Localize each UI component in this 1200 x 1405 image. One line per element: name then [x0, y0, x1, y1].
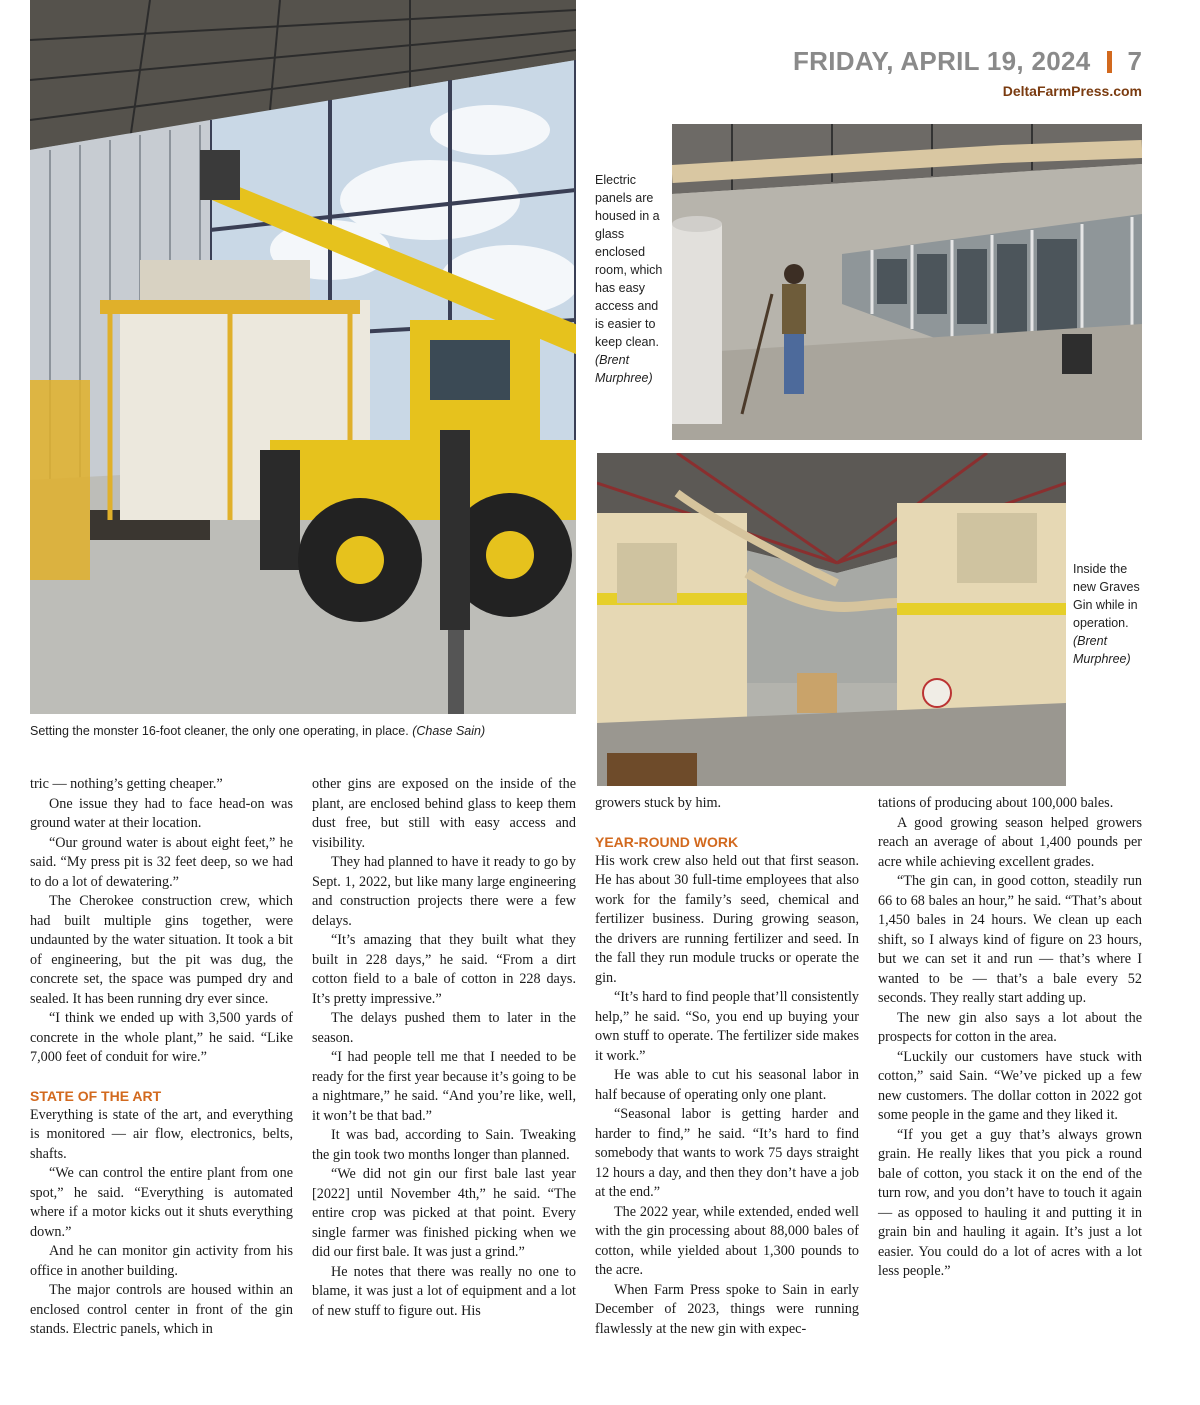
- issue-date: FRIDAY, APRIL 19, 2024: [792, 46, 1091, 76]
- paragraph: other gins are exposed on the inside of the plant, are enclosed behind glass to keep them dust free, but still with easy access and visibility.: [312, 776, 576, 851]
- article-column-4: [878, 794, 1142, 1282]
- gin-photo-credit: (Brent Murphree): [1073, 634, 1131, 666]
- gin-interior-photo: [597, 453, 1066, 786]
- masthead: [793, 46, 1142, 99]
- crane-caption: [30, 722, 576, 740]
- site-name: DeltaFarmPress.com: [1002, 83, 1142, 99]
- paragraph: The major controls are housed within an enclosed control center in front of the gin stands. Electric panels, which in: [30, 1282, 293, 1337]
- paragraph: tric — nothing’s getting cheaper.”: [30, 776, 223, 792]
- paragraph: Everything is state of the art, and everything is monitored — air flow, electronics, belts, shafts.: [30, 1106, 293, 1162]
- crane-photo: [30, 0, 576, 714]
- paragraph: “We did not gin our first bale last year [2022] until November 4th,” he said. “The entire crop was picked at that point. Every single farmer was finished picking when we did our first bale. It was just a grind.”: [312, 1166, 576, 1260]
- paragraph: “I think we ended up with 3,500 yards of concrete in the whole plant,” he said. “Like 7,000 feet of conduit for wire.”: [30, 1010, 293, 1065]
- paragraph: “We can control the entire plant from one spot,” he said. “Everything is automated where if a motor kicks out it shuts everything down.”: [30, 1165, 293, 1240]
- paragraph: “The gin can, in good cotton, steadily run 66 to 68 bales an hour,” he said. “That’s about 1,450 bales in 24 hours. We clean up each shift, so I always kind of figure on 23 hours, but we can set it and run — that’s where I wanted to be — that’s a bale every 52 seconds. They really start adding up.: [878, 873, 1142, 1006]
- masthead-divider: [1107, 51, 1112, 73]
- panels-caption-text: Electric panels are housed in a glass enclosed room, which has easy access and is easier to keep clean.: [595, 173, 663, 349]
- section-heading: STATE OF THE ART: [30, 1087, 162, 1104]
- article-column-3: [595, 794, 859, 1339]
- gin-caption-text: Inside the new Graves Gin while in operation.: [1073, 562, 1140, 630]
- paragraph: One issue they had to face head-on was ground water at their location.: [30, 795, 293, 831]
- paragraph: growers stuck by him.: [595, 795, 722, 811]
- paragraph: “If you get a guy that’s always grown grain. He really likes that you pick a round bale of cotton, you stack it on the end of the turn row, and you don’t have to touch it again — as opposed to hauling it and putting it in grain bin and hauling it again. It’s just a lot easier. You could do a lot of acres with a lot less people.”: [878, 1126, 1142, 1279]
- crane-caption-text: Setting the monster 16-foot cleaner, the only one operating, in place.: [30, 724, 409, 738]
- paragraph: The new gin also says a lot about the prospects for cotton in the area.: [878, 1009, 1142, 1045]
- panels-caption: [595, 171, 667, 387]
- paragraph: “Seasonal labor is getting harder and harder to find,” he said. “It’s hard to find somebody that wants to work 75 days straight 12 hours a day, and then they don’t have a job at the end.”: [595, 1106, 859, 1200]
- paragraph: “Our ground water is about eight feet,” he said. “My press pit is 32 feet deep, so we had to do a lot of dewatering.”: [30, 834, 293, 890]
- panels-photo-credit: (Brent Murphree): [595, 353, 653, 385]
- paragraph: tations of producing about 100,000 bales.: [878, 795, 1114, 811]
- electric-panels-photo: [672, 124, 1142, 440]
- paragraph: He was able to cut his seasonal labor in half because of operating only one plant.: [595, 1067, 859, 1103]
- section-heading: YEAR-ROUND WORK: [595, 833, 739, 850]
- paragraph: “It’s hard to find people that’ll consistently help,” he said. “So, you end up buying your own stuff to operate. The fertilizer side makes it work.”: [595, 989, 859, 1064]
- paragraph: His work crew also held out that first season. He has about 30 full-time employees that also work for the family’s seed, chemical and fertilizer business. During growing season, the drivers are running fertilizer and seed. In the fall they run module trucks or operate the gin.: [595, 852, 859, 986]
- paragraph: It was bad, according to Sain. Tweaking the gin took two months longer than planned.: [312, 1127, 576, 1163]
- paragraph: “Luckily our customers have stuck with cotton,” said Sain. “We’ve picked up a few new customers. The dollar cotton in 2022 got some people in the game and they liked it.: [878, 1048, 1142, 1123]
- article-column-1: [30, 775, 293, 1340]
- paragraph: “It’s amazing that they built what they built in 228 days,” he said. “From a dirt cotton field to a bale of cotton in 228 days. It’s pretty impressive.”: [312, 932, 576, 1007]
- article-column-2: [312, 775, 576, 1321]
- paragraph: The delays pushed them to later in the season.: [312, 1010, 576, 1046]
- paragraph: A good growing season helped growers reach an average of about 1,400 pounds per acre while achieving excellent grades.: [878, 814, 1142, 870]
- paragraph: And he can monitor gin activity from his office in another building.: [30, 1243, 293, 1279]
- page-number: 7: [1127, 46, 1142, 76]
- masthead-line: [793, 46, 1142, 77]
- paragraph: “I had people tell me that I needed to be ready for the first year because it’s going to be a nightmare,” he said. “And you’re like, well, it won’t be that bad.”: [312, 1049, 576, 1124]
- paragraph: When Farm Press spoke to Sain in early December of 2023, things were running flawlessly at the new gin with expec-: [595, 1281, 859, 1337]
- paragraph: He notes that there was really no one to blame, it was just a lot of equipment and a lot of new stuff to figure out. His: [312, 1263, 576, 1319]
- paragraph: They had planned to have it ready to go by Sept. 1, 2022, but like many large engineering and construction projects there were a few delays.: [312, 854, 576, 929]
- paragraph: The Cherokee construction crew, which had built multiple gins together, were undaunted by the water situation. It took a bit of engineering, but the pit was dug, the concrete set, the space was pumped dry and sealed. It has been running dry ever since.: [30, 893, 293, 1007]
- gin-caption: [1073, 560, 1148, 668]
- paragraph: The 2022 year, while extended, ended well with the gin processing about 88,000 bales of cotton, while yielded about 1,300 pounds to the acre.: [595, 1203, 859, 1278]
- crane-photo-credit: (Chase Sain): [412, 724, 486, 738]
